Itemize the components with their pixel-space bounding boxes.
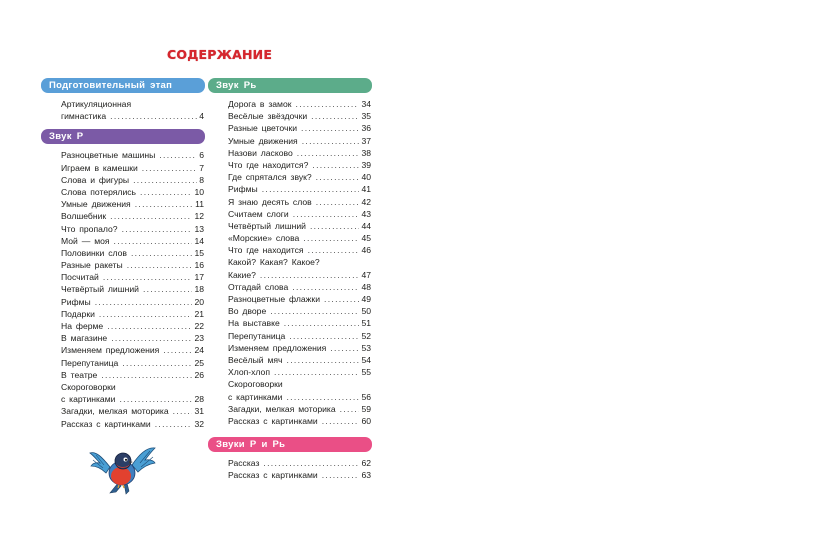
section-header-preparation: Подготовительный этап bbox=[41, 78, 205, 93]
dot-leader bbox=[270, 305, 359, 317]
toc-entry-page: 50 bbox=[361, 306, 371, 317]
toc-entry-title: с картинками bbox=[61, 394, 116, 405]
toc-entry-title: В магазине bbox=[61, 333, 108, 344]
toc-entry-page: 43 bbox=[361, 208, 371, 219]
toc-entry-title: гимнастика bbox=[61, 111, 107, 122]
toc-entry bbox=[228, 342, 371, 354]
toc-entry-title: Посчитай bbox=[61, 272, 99, 283]
toc-entry-page: 10 bbox=[194, 186, 204, 197]
dot-leader bbox=[302, 135, 360, 147]
toc-entry-page: 31 bbox=[194, 406, 204, 417]
toc-entry-page: 38 bbox=[361, 147, 371, 158]
left-column bbox=[41, 78, 205, 430]
toc-entry-title: Что где находится? bbox=[228, 159, 309, 170]
toc-entry bbox=[228, 98, 371, 110]
dot-leader bbox=[131, 247, 192, 259]
toc-entry-title: Я знаю десять слов bbox=[228, 196, 312, 207]
toc-entry bbox=[61, 210, 204, 222]
toc-entry bbox=[61, 98, 204, 110]
toc-entry bbox=[61, 357, 204, 369]
bullfinch-bird-icon bbox=[88, 443, 158, 495]
toc-entry bbox=[61, 162, 204, 174]
toc-entry-title: Что где находится bbox=[228, 245, 304, 256]
section-entries-sound-r bbox=[41, 144, 205, 429]
toc-entry bbox=[61, 381, 204, 393]
toc-entry-title: Загадки, мелкая моторика bbox=[228, 403, 336, 414]
toc-entry-page: 6 bbox=[199, 150, 204, 161]
section-header-sounds-r-and-r-soft: Звуки Р и Рь bbox=[208, 437, 372, 452]
toc-entry bbox=[61, 344, 204, 356]
toc-entry-title: На ферме bbox=[61, 321, 104, 331]
toc-entry-title: Хлоп-хлоп bbox=[228, 367, 270, 378]
toc-entry-title: Умные движения bbox=[61, 199, 131, 210]
dot-leader bbox=[310, 220, 359, 232]
dot-leader bbox=[262, 183, 360, 195]
toc-entry-page: 17 bbox=[194, 272, 204, 283]
dot-leader bbox=[173, 405, 193, 417]
section-entries-sounds-r-and-r-soft bbox=[208, 452, 372, 481]
dot-leader bbox=[303, 232, 359, 244]
dot-leader bbox=[324, 293, 359, 305]
dot-leader bbox=[286, 391, 359, 403]
toc-entry-page: 34 bbox=[361, 99, 371, 109]
toc-entry bbox=[228, 378, 371, 390]
toc-entry bbox=[61, 149, 204, 161]
toc-entry-title: Умные движения bbox=[228, 135, 298, 146]
dot-leader bbox=[284, 317, 360, 329]
dot-leader bbox=[159, 149, 197, 161]
toc-entry bbox=[228, 135, 371, 147]
dot-leader bbox=[287, 354, 360, 366]
toc-entry-title: Половинки слов bbox=[61, 247, 127, 258]
toc-entry-page: 12 bbox=[194, 211, 204, 222]
dot-leader bbox=[322, 415, 360, 427]
toc-entry bbox=[228, 391, 371, 403]
toc-entry-title: Какой? Какая? Какое? bbox=[228, 257, 320, 268]
toc-entry bbox=[228, 208, 371, 220]
toc-entry bbox=[61, 186, 204, 198]
toc-entry-title: Скороговорки bbox=[228, 379, 283, 390]
toc-entry bbox=[61, 393, 204, 405]
toc-entry bbox=[228, 244, 371, 256]
toc-entry bbox=[228, 469, 371, 481]
toc-entry-title: На выставке bbox=[228, 318, 280, 329]
dot-leader bbox=[322, 469, 360, 481]
toc-entry-title: Назови ласково bbox=[228, 147, 293, 158]
toc-entry bbox=[228, 281, 371, 293]
toc-entry bbox=[228, 354, 371, 366]
section-entries-sound-r-soft bbox=[208, 93, 372, 427]
toc-entry-page: 20 bbox=[194, 296, 204, 307]
toc-entry-title: Мой — моя bbox=[61, 235, 110, 246]
toc-entry-page: 56 bbox=[361, 391, 371, 402]
toc-entry bbox=[61, 198, 204, 210]
toc-entry-title: Рифмы bbox=[61, 296, 91, 307]
toc-entry-page: 63 bbox=[361, 470, 371, 481]
toc-entry bbox=[61, 174, 204, 186]
toc-entry bbox=[228, 366, 371, 378]
toc-entry-page: 32 bbox=[194, 418, 204, 429]
toc-entry-title: Перепутаница bbox=[61, 357, 119, 368]
toc-entry-page: 45 bbox=[361, 233, 371, 244]
toc-entry bbox=[61, 418, 204, 430]
dot-leader bbox=[101, 369, 192, 381]
toc-entry-page: 28 bbox=[194, 394, 204, 405]
toc-entry bbox=[61, 283, 204, 295]
toc-entry-page: 11 bbox=[195, 199, 204, 210]
toc-entry bbox=[61, 405, 204, 417]
toc-entry-title: В театре bbox=[61, 369, 98, 380]
toc-entry bbox=[228, 110, 371, 122]
toc-entry-page: 26 bbox=[194, 369, 204, 380]
toc-entry-title: Разноцветные флажки bbox=[228, 294, 320, 304]
toc-entry-page: 13 bbox=[194, 223, 204, 234]
dot-leader bbox=[110, 110, 197, 122]
dot-leader bbox=[296, 98, 360, 110]
dot-leader bbox=[107, 320, 192, 332]
toc-entry-title: Рассказ bbox=[228, 458, 260, 469]
toc-entry-page: 8 bbox=[199, 174, 204, 185]
toc-entry-page: 40 bbox=[361, 172, 371, 183]
toc-entry bbox=[61, 308, 204, 320]
toc-entry bbox=[228, 159, 371, 171]
toc-entry bbox=[61, 369, 204, 381]
toc-entry-title: Слова потерялись bbox=[61, 186, 137, 197]
dot-leader bbox=[274, 366, 359, 378]
toc-entry bbox=[228, 403, 371, 415]
toc-entry bbox=[228, 171, 371, 183]
toc-entry bbox=[61, 247, 204, 259]
toc-entry-title: Загадки, мелкая моторика bbox=[61, 406, 169, 417]
toc-entry bbox=[228, 293, 371, 305]
toc-entry bbox=[61, 259, 204, 271]
toc-entry-page: 24 bbox=[194, 345, 204, 356]
toc-entry-page: 14 bbox=[194, 235, 204, 246]
page-title: СОДЕРЖАНИЕ bbox=[167, 47, 273, 62]
toc-entry-page: 22 bbox=[194, 321, 204, 331]
toc-entry-title: Артикуляционная bbox=[61, 99, 132, 109]
toc-entry-page: 48 bbox=[361, 281, 371, 292]
toc-entry-page: 18 bbox=[194, 284, 204, 295]
toc-entry-title: Весёлые звёздочки bbox=[228, 111, 308, 122]
toc-entry bbox=[228, 317, 371, 329]
section-header-sound-r: Звук Р bbox=[41, 129, 205, 144]
toc-entry-title: Какие? bbox=[228, 269, 256, 280]
toc-entry-page: 16 bbox=[194, 260, 204, 271]
toc-entry-title: Слова и фигуры bbox=[61, 174, 130, 185]
toc-entry-page: 25 bbox=[194, 357, 204, 368]
toc-entry-title: Весёлый мяч bbox=[228, 354, 283, 365]
toc-entry-title: Рифмы bbox=[228, 184, 258, 195]
toc-entry-title: Отгадай слова bbox=[228, 281, 289, 292]
dot-leader bbox=[119, 393, 192, 405]
dot-leader bbox=[330, 342, 359, 354]
toc-entry-title: Четвёртый лишний bbox=[61, 284, 139, 295]
toc-entry bbox=[228, 220, 371, 232]
dot-leader bbox=[111, 332, 192, 344]
dot-leader bbox=[135, 198, 193, 210]
toc-entry bbox=[228, 415, 371, 427]
toc-entry-title: Перепутаница bbox=[228, 330, 286, 341]
dot-leader bbox=[103, 271, 193, 283]
toc-entry-page: 59 bbox=[361, 403, 371, 414]
toc-entry-page: 55 bbox=[361, 367, 371, 378]
toc-entry-title: Играем в камешки bbox=[61, 162, 138, 173]
dot-leader bbox=[312, 159, 359, 171]
dot-leader bbox=[316, 171, 360, 183]
toc-entry-title: Где спрятался звук? bbox=[228, 172, 312, 183]
toc-entry bbox=[228, 232, 371, 244]
toc-entry-title: Рассказ с картинками bbox=[61, 418, 151, 429]
toc-entry-title: Изменяем предложения bbox=[61, 345, 160, 356]
dot-leader bbox=[260, 269, 360, 281]
toc-entry-title: Подарки bbox=[61, 308, 95, 319]
toc-entry-page: 39 bbox=[361, 159, 371, 170]
toc-entry-title: Что пропало? bbox=[61, 223, 118, 234]
toc-entry-page: 51 bbox=[361, 318, 371, 329]
toc-entry-page: 54 bbox=[361, 354, 371, 365]
toc-entry-title: Четвёртый лишний bbox=[228, 220, 306, 231]
dot-leader bbox=[110, 210, 192, 222]
dot-leader bbox=[127, 259, 193, 271]
toc-entry-page: 41 bbox=[361, 184, 371, 195]
toc-entry bbox=[228, 122, 371, 134]
toc-entry-title: «Морские» слова bbox=[228, 233, 300, 244]
toc-entry bbox=[228, 147, 371, 159]
toc-entry-title: Изменяем предложения bbox=[228, 342, 327, 353]
toc-entry-page: 47 bbox=[361, 269, 371, 280]
dot-leader bbox=[289, 330, 359, 342]
dot-leader bbox=[297, 147, 360, 159]
toc-entry bbox=[61, 296, 204, 308]
toc-entry-page: 37 bbox=[361, 135, 371, 146]
toc-entry bbox=[61, 332, 204, 344]
toc-entry bbox=[228, 256, 371, 268]
toc-entry-title: Дорога в замок bbox=[228, 99, 292, 109]
toc-entry bbox=[228, 457, 371, 469]
toc-entry-page: 62 bbox=[361, 458, 371, 469]
toc-entry-title: Скороговорки bbox=[61, 381, 116, 392]
dot-leader bbox=[293, 208, 360, 220]
dot-leader bbox=[340, 403, 360, 415]
toc-entry bbox=[228, 269, 371, 281]
toc-entry-page: 60 bbox=[361, 415, 371, 426]
dot-leader bbox=[163, 344, 192, 356]
dot-leader bbox=[308, 244, 360, 256]
toc-entry-page: 4 bbox=[199, 111, 204, 122]
toc-entry-title: Волшебник bbox=[61, 211, 107, 222]
right-column bbox=[208, 78, 372, 481]
toc-entry-title: Рассказ с картинками bbox=[228, 470, 318, 481]
toc-entry-title: Разноцветные машины bbox=[61, 150, 156, 161]
dot-leader bbox=[122, 357, 192, 369]
dot-leader bbox=[140, 186, 192, 198]
toc-entry bbox=[228, 330, 371, 342]
toc-entry-page: 52 bbox=[361, 330, 371, 341]
dot-leader bbox=[133, 174, 197, 186]
toc-entry-page: 53 bbox=[361, 342, 371, 353]
toc-entry-page: 44 bbox=[361, 220, 371, 231]
dot-leader bbox=[292, 281, 359, 293]
toc-entry-page: 42 bbox=[361, 196, 371, 207]
toc-entry bbox=[61, 223, 204, 235]
toc-entry-title: Считаем слоги bbox=[228, 208, 289, 219]
toc-entry-page: 35 bbox=[361, 111, 371, 122]
toc-entry-page: 46 bbox=[361, 245, 371, 256]
dot-leader bbox=[143, 283, 192, 295]
dot-leader bbox=[263, 457, 359, 469]
section-entries-preparation bbox=[41, 93, 205, 122]
toc-entry bbox=[61, 110, 204, 122]
section-header-sound-r-soft: Звук Рь bbox=[208, 78, 372, 93]
toc-entry bbox=[228, 305, 371, 317]
toc-entry-title: с картинками bbox=[228, 391, 283, 402]
toc-entry-page: 36 bbox=[361, 123, 371, 134]
toc-entry bbox=[61, 320, 204, 332]
toc-entry-title: Разные ракеты bbox=[61, 260, 123, 271]
toc-entry-title: Разные цветочки bbox=[228, 123, 298, 134]
dot-leader bbox=[122, 223, 193, 235]
dot-leader bbox=[155, 418, 193, 430]
dot-leader bbox=[142, 162, 197, 174]
toc-entry bbox=[228, 196, 371, 208]
dot-leader bbox=[316, 196, 360, 208]
toc-entry bbox=[61, 271, 204, 283]
toc-entry bbox=[228, 183, 371, 195]
toc-entry-title: Во дворе bbox=[228, 306, 267, 317]
toc-entry-page: 49 bbox=[361, 294, 371, 304]
toc-entry-page: 15 bbox=[194, 247, 204, 258]
toc-entry-title: Рассказ с картинками bbox=[228, 415, 318, 426]
dot-leader bbox=[311, 110, 359, 122]
dot-leader bbox=[114, 235, 193, 247]
toc-entry-page: 7 bbox=[199, 162, 204, 173]
toc-entry-page: 21 bbox=[194, 308, 204, 319]
dot-leader bbox=[99, 308, 193, 320]
dot-leader bbox=[301, 122, 359, 134]
toc-entry bbox=[61, 235, 204, 247]
dot-leader bbox=[95, 296, 193, 308]
toc-entry-page: 23 bbox=[194, 333, 204, 344]
